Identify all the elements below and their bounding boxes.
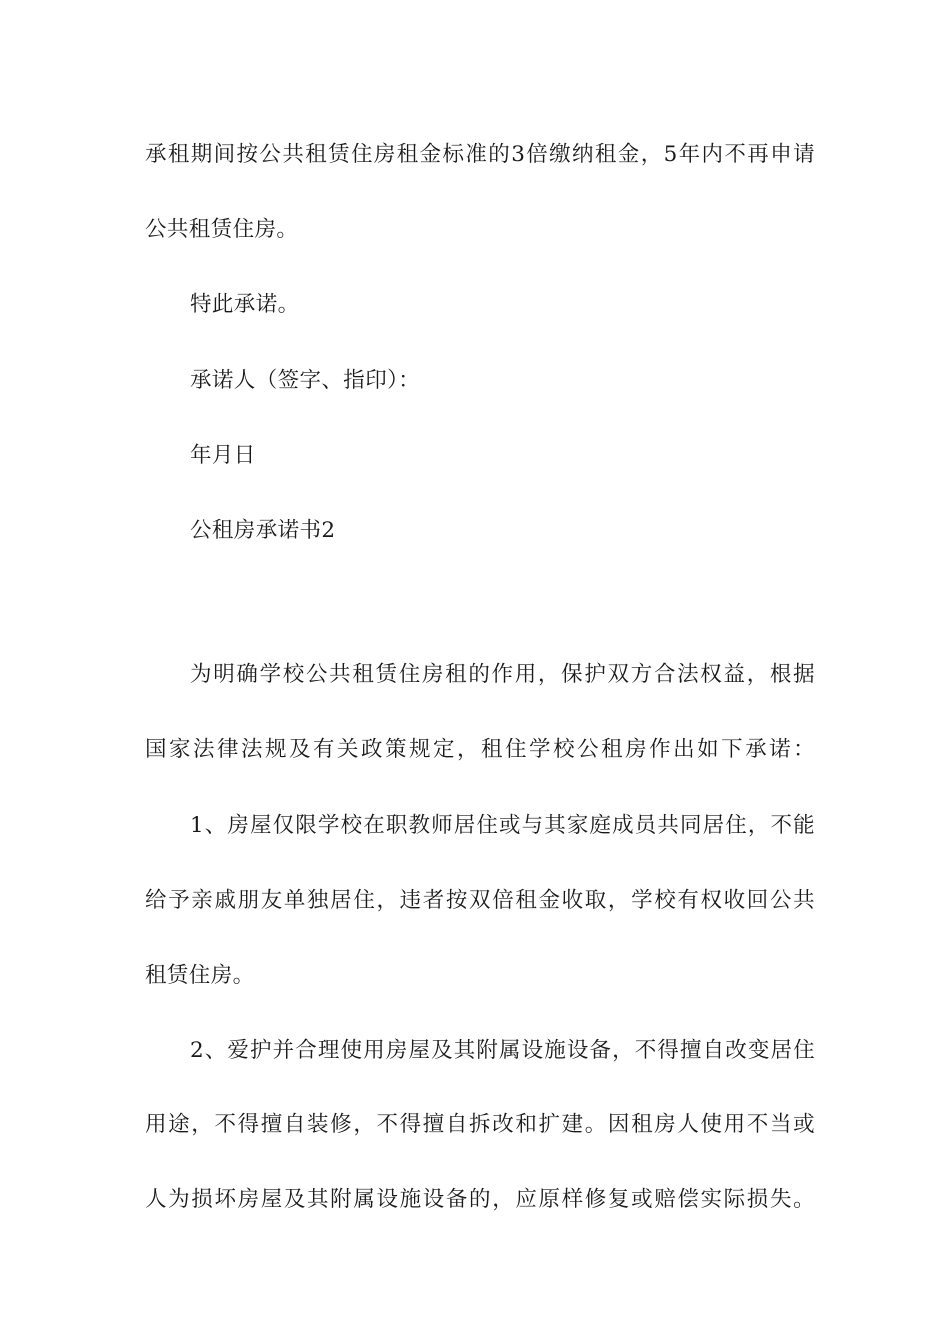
list-item-line: 租赁住房。 xyxy=(145,963,255,988)
paragraph-line: 国家法律法规及有关政策规定，租住学校公租房作出如下承诺： xyxy=(145,737,815,762)
statement-line: 特此承诺。 xyxy=(190,292,300,317)
list-item-line: 2、爱护并合理使用房屋及其附属设施设备，不得擅自改变居住 xyxy=(190,1038,815,1063)
list-item-line: 人为损坏房屋及其附属设施设备的，应原样修复或赔偿实际损失。 xyxy=(145,1187,815,1212)
list-item-line: 用途，不得擅自装修，不得擅自拆改和扩建。因租房人使用不当或 xyxy=(145,1112,815,1137)
paragraph-line: 为明确学校公共租赁住房租的作用，保护双方合法权益，根据 xyxy=(190,662,815,687)
section-title: 公租房承诺书2 xyxy=(190,518,336,543)
list-item-line: 给予亲戚朋友单独居住，违者按双倍租金收取，学校有权收回公共 xyxy=(145,888,815,913)
paragraph-line: 承租期间按公共租赁住房租金标准的3倍缴纳租金，5年内不再申请 xyxy=(145,142,815,167)
paragraph-line: 公共租赁住房。 xyxy=(145,217,299,242)
list-item-line: 1、房屋仅限学校在职教师居住或与其家庭成员共同居住，不能 xyxy=(190,813,815,838)
signature-label: 承诺人（签字、指印）： xyxy=(190,368,421,393)
date-label: 年月日 xyxy=(190,443,256,468)
